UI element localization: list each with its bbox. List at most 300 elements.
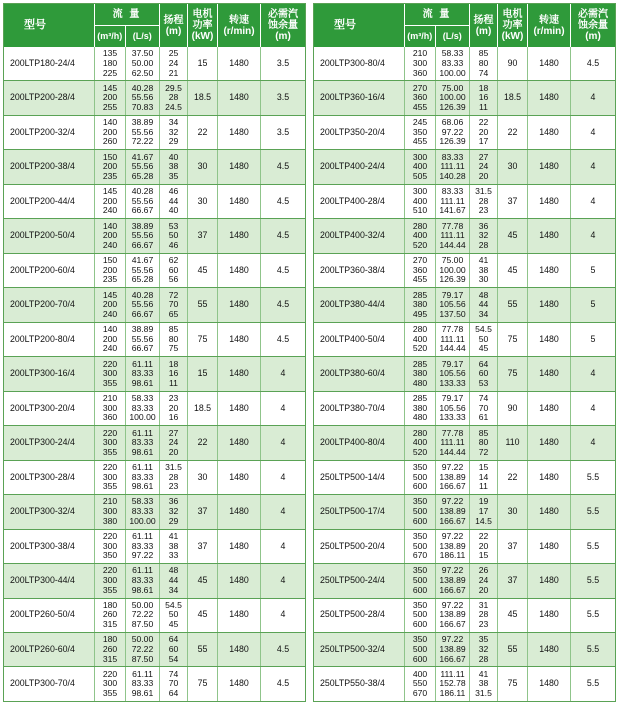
cell-speed-value: 1480 [539, 643, 559, 654]
cell-flow-ls-value: 98.61 [131, 446, 154, 457]
cell-head-value: 54 [168, 653, 179, 664]
cell-flow-ls-value: 58.33 [131, 393, 154, 404]
cell-power-value: 75 [507, 368, 518, 379]
table-row [4, 322, 305, 356]
cell-model [314, 185, 405, 218]
cell-speed [528, 288, 571, 321]
cell-speed-value: 1480 [229, 574, 249, 585]
cell-head [160, 116, 188, 149]
spec-table-left [3, 3, 306, 702]
cell-speed [218, 599, 261, 632]
cell-power [188, 323, 218, 356]
cell-flow-m3h [405, 495, 436, 528]
cell-flow-m3h [405, 150, 436, 183]
cell-head [470, 667, 498, 700]
cell-npsh [571, 254, 615, 287]
cell-npsh [571, 530, 615, 563]
cell-flow-ls-value: 55.56 [131, 92, 154, 103]
cell-head-value: 53 [168, 220, 179, 231]
cell-flow-m3h [405, 116, 436, 149]
header-power-line2: 功率 [192, 20, 213, 31]
cell-head-value: 61 [478, 412, 489, 423]
cell-flow-m3h [95, 564, 126, 597]
cell-flow-ls-value: 55.56 [131, 161, 154, 172]
cell-flow-ls-value: 83.33 [131, 368, 154, 379]
cell-flow-ls [126, 357, 160, 390]
cell-flow-m3h-value: 220 [102, 530, 118, 541]
cell-speed [218, 323, 261, 356]
cell-npsh [571, 185, 615, 218]
cell-head [160, 599, 188, 632]
cell-npsh [261, 599, 305, 632]
cell-flow-m3h [95, 667, 126, 700]
header-npsh-unit: (m) [275, 31, 291, 42]
header-power-line2: 功率 [502, 20, 523, 31]
cell-model [4, 288, 95, 321]
cell-model [314, 564, 405, 597]
cell-flow-m3h-value: 300 [102, 437, 118, 448]
cell-npsh [261, 47, 305, 80]
cell-head-value: 28 [168, 92, 179, 103]
cell-flow-ls-value: 41.67 [131, 151, 154, 162]
cell-npsh-value: 4 [590, 437, 596, 448]
cell-power-value: 22 [197, 126, 208, 137]
cell-speed [528, 323, 571, 356]
cell-head-value: 44 [168, 195, 179, 206]
cell-power [188, 392, 218, 425]
cell-flow-ls-value: 97.22 [441, 496, 464, 507]
cell-flow-m3h-value: 480 [412, 377, 428, 388]
cell-power [188, 633, 218, 666]
cell-flow-m3h [95, 47, 126, 80]
cell-flow-ls-value: 79.17 [441, 393, 464, 404]
header-flow-m3h: (m³/h) [95, 26, 126, 47]
cell-npsh-value: 4.5 [276, 230, 290, 241]
cell-model-value: 200LTP300-80/4 [320, 57, 385, 68]
cell-power [188, 185, 218, 218]
header-flow [95, 4, 160, 47]
cell-flow-m3h-value: 300 [102, 574, 118, 585]
cell-npsh-value: 5.5 [586, 609, 600, 620]
table-row [314, 598, 615, 632]
cell-npsh [571, 392, 615, 425]
header-flow-ls: (L/s) [442, 31, 462, 41]
cell-head [470, 47, 498, 80]
cell-power [188, 150, 218, 183]
cell-flow-m3h-value: 300 [102, 506, 118, 517]
cell-power [188, 116, 218, 149]
cell-flow-ls-value: 98.61 [131, 377, 154, 388]
cell-npsh [571, 357, 615, 390]
cell-model-value: 200LTP400-32/4 [320, 230, 385, 241]
cell-speed [218, 150, 261, 183]
cell-model-value: 200LTP200-32/4 [10, 126, 75, 137]
cell-head-value: 30 [478, 274, 489, 285]
cell-model-value: 200LTP300-24/4 [10, 437, 75, 448]
cell-head [160, 495, 188, 528]
cell-flow-ls-value: 111.11 [440, 195, 465, 206]
cell-speed-value: 1480 [229, 57, 249, 68]
cell-flow-ls [126, 667, 160, 700]
cell-flow-m3h [405, 323, 436, 356]
cell-flow-m3h-value: 355 [102, 377, 118, 388]
cell-speed [528, 81, 571, 114]
cell-model [4, 81, 95, 114]
header-npsh [261, 4, 305, 47]
cell-npsh [571, 564, 615, 597]
table-row [314, 80, 615, 114]
cell-model-value: 200LTP350-20/4 [320, 126, 385, 137]
cell-flow-m3h [405, 667, 436, 700]
cell-speed [528, 392, 571, 425]
cell-flow-ls-value: 83.33 [131, 506, 154, 517]
cell-flow-m3h-value: 520 [412, 343, 428, 354]
cell-npsh-value: 4 [280, 368, 286, 379]
cell-speed [528, 461, 571, 494]
cell-model-value: 200LTP400-80/4 [320, 437, 385, 448]
cell-flow-m3h [405, 185, 436, 218]
cell-flow-ls [436, 323, 470, 356]
cell-head-value: 20 [478, 126, 489, 137]
cell-npsh [571, 667, 615, 700]
cell-flow-m3h-value: 200 [102, 161, 118, 172]
cell-flow-ls-value: 105.56 [439, 402, 466, 413]
cell-flow-m3h-value: 350 [412, 126, 428, 137]
spec-table-right [313, 3, 616, 702]
cell-head [470, 323, 498, 356]
cell-flow-ls-value: 61.11 [132, 565, 153, 576]
cell-head-value: 60 [168, 264, 179, 275]
cell-power-value: 55 [197, 643, 208, 654]
table-row [4, 253, 305, 287]
cell-flow-ls [126, 288, 160, 321]
cell-npsh [261, 564, 305, 597]
cell-head [470, 357, 498, 390]
cell-head-value: 33 [168, 550, 179, 561]
cell-head-value: 80 [478, 57, 489, 68]
header-model-label: 型号 [334, 19, 356, 31]
cell-power [498, 185, 528, 218]
cell-model [4, 392, 95, 425]
cell-flow-m3h-value: 210 [102, 393, 118, 404]
cell-flow-m3h-value: 380 [412, 368, 428, 379]
cell-power-value: 37 [197, 230, 208, 241]
cell-npsh [261, 461, 305, 494]
cell-flow-ls-value: 37.50 [131, 48, 154, 59]
cell-speed [528, 357, 571, 390]
cell-flow-m3h-value: 200 [102, 195, 118, 206]
cell-flow-m3h-value: 225 [102, 67, 118, 78]
header-head-label: 扬程 [473, 14, 494, 26]
cell-head [470, 288, 498, 321]
cell-flow-ls-value: 111.11 [440, 437, 465, 448]
cell-model [314, 81, 405, 114]
header-model [4, 4, 95, 47]
cell-flow-ls [436, 426, 470, 459]
cell-flow-ls-value: 72.22 [131, 609, 154, 620]
cell-head-value: 56 [168, 274, 179, 285]
cell-head [160, 461, 188, 494]
cell-speed-value: 1480 [229, 333, 249, 344]
cell-flow-ls [436, 150, 470, 183]
cell-power [498, 323, 528, 356]
cell-head [470, 495, 498, 528]
table-row [4, 80, 305, 114]
cell-flow-ls-value: 68.06 [441, 117, 464, 128]
cell-flow-m3h [405, 357, 436, 390]
table-row [4, 529, 305, 563]
cell-flow-m3h-value: 270 [412, 255, 428, 266]
cell-npsh [261, 219, 305, 252]
cell-flow-ls-value: 166.67 [439, 584, 466, 595]
cell-flow-m3h-value: 255 [102, 102, 118, 112]
cell-flow-ls-value: 100.00 [439, 92, 466, 103]
cell-npsh [571, 116, 615, 149]
cell-head [160, 150, 188, 183]
cell-flow-m3h-value: 140 [102, 220, 118, 231]
cell-model [314, 426, 405, 459]
cell-flow-ls-value: 38.89 [131, 324, 154, 335]
cell-flow-ls [436, 599, 470, 632]
cell-head-value: 64 [478, 358, 489, 369]
cell-npsh-value: 4 [590, 368, 596, 379]
cell-head-value: 46 [168, 186, 179, 197]
cell-flow-ls-value: 41.67 [131, 255, 154, 266]
cell-flow-ls-value: 138.89 [439, 643, 466, 654]
table-row [314, 218, 615, 252]
table-row [4, 666, 305, 700]
header-npsh-unit: (m) [585, 31, 601, 42]
cell-npsh [261, 81, 305, 114]
cell-npsh-value: 4.5 [276, 299, 290, 310]
cell-head-value: 74 [478, 67, 489, 78]
cell-head [160, 254, 188, 287]
cell-head [160, 81, 188, 114]
cell-model [4, 495, 95, 528]
cell-flow-ls-value: 98.61 [131, 584, 154, 595]
cell-flow-ls [436, 495, 470, 528]
cell-model [4, 530, 95, 563]
cell-flow-ls-value: 55.56 [131, 126, 154, 137]
cell-flow-m3h-value: 400 [412, 230, 428, 241]
cell-flow-m3h-value: 400 [412, 161, 428, 172]
cell-npsh [261, 357, 305, 390]
cell-flow-m3h-value: 245 [412, 117, 428, 128]
cell-flow-ls [126, 392, 160, 425]
cell-speed-value: 1480 [539, 506, 559, 517]
cell-npsh-value: 4 [280, 402, 286, 413]
cell-model [4, 426, 95, 459]
cell-flow-ls-value: 83.33 [441, 57, 464, 68]
cell-flow-m3h-value: 300 [102, 471, 118, 482]
cell-power-value: 90 [507, 57, 518, 68]
cell-npsh [571, 288, 615, 321]
cell-power-value: 45 [507, 230, 518, 241]
cell-model-value: 200LTP300-28/4 [10, 471, 75, 482]
cell-flow-m3h-value: 600 [412, 584, 428, 595]
cell-flow-m3h-value: 300 [102, 540, 118, 551]
cell-flow-ls [436, 81, 470, 114]
cell-model [4, 461, 95, 494]
cell-flow-ls [436, 116, 470, 149]
cell-head [160, 667, 188, 700]
cell-flow-ls-value: 75.00 [441, 255, 464, 266]
cell-npsh-value: 4 [590, 195, 596, 206]
cell-model-value: 200LTP180-24/4 [10, 57, 75, 68]
cell-model [314, 495, 405, 528]
cell-flow-m3h-value: 220 [102, 668, 118, 679]
cell-flow-ls-value: 65.28 [131, 274, 154, 285]
cell-flow-ls [126, 150, 160, 183]
cell-head-value: 28 [478, 653, 489, 664]
cell-flow-ls-value: 83.33 [441, 186, 464, 197]
header-power-line1: 电机 [192, 9, 213, 20]
cell-flow-ls-value: 138.89 [439, 506, 466, 517]
cell-head [470, 81, 498, 114]
cell-head-value: 27 [168, 427, 179, 438]
cell-flow-m3h [405, 599, 436, 632]
cell-speed-value: 1480 [539, 264, 559, 275]
cell-flow-ls-value: 105.56 [439, 299, 466, 310]
cell-speed-value: 1480 [229, 678, 249, 689]
cell-flow-ls-value: 97.22 [441, 565, 464, 576]
cell-flow-ls [126, 633, 160, 666]
cell-flow-ls-value: 55.56 [131, 333, 154, 344]
cell-flow-ls-value: 152.78 [439, 678, 466, 689]
cell-flow-m3h-value: 280 [412, 220, 428, 231]
cell-model [4, 116, 95, 149]
cell-head-value: 20 [168, 446, 179, 457]
table-row [314, 322, 615, 356]
cell-flow-m3h-value: 135 [102, 48, 118, 59]
header-model-label: 型号 [24, 19, 46, 31]
cell-flow-ls-value: 66.67 [131, 239, 154, 250]
cell-head-value: 31 [478, 599, 489, 610]
cell-power [188, 426, 218, 459]
cell-power [498, 219, 528, 252]
cell-speed [528, 185, 571, 218]
cell-head-value: 31.5 [475, 687, 492, 698]
cell-speed [528, 564, 571, 597]
cell-flow-ls-value: 138.89 [439, 540, 466, 551]
table-row [4, 632, 305, 666]
cell-speed-value: 1480 [539, 437, 559, 448]
cell-flow-m3h [405, 564, 436, 597]
cell-power-value: 37 [507, 540, 518, 551]
cell-speed [218, 530, 261, 563]
cell-power [498, 633, 528, 666]
cell-flow-m3h [95, 530, 126, 563]
cell-speed [218, 288, 261, 321]
cell-flow-ls-value: 66.67 [131, 205, 154, 216]
cell-npsh-value: 5.5 [586, 506, 600, 517]
header-speed [528, 4, 571, 47]
cell-flow-ls-value: 126.39 [439, 102, 466, 112]
cell-head-value: 50 [478, 333, 489, 344]
cell-flow-m3h-value: 200 [102, 299, 118, 310]
cell-flow-m3h-value: 495 [412, 308, 428, 319]
cell-head-value: 14 [478, 471, 489, 482]
cell-flow-ls [436, 564, 470, 597]
cell-model-value: 200LTP360-16/4 [320, 92, 385, 103]
cell-head-value: 29 [168, 515, 179, 526]
cell-power [188, 667, 218, 700]
cell-head-value: 22 [478, 530, 489, 541]
cell-power-value: 55 [197, 299, 208, 310]
cell-flow-m3h-value: 350 [412, 530, 428, 541]
cell-flow-ls [126, 495, 160, 528]
cell-head [160, 47, 188, 80]
cell-speed-value: 1480 [229, 92, 249, 103]
cell-flow-ls-value: 97.22 [131, 550, 154, 561]
cell-model-value: 200LTP200-50/4 [10, 230, 75, 241]
cell-power-value: 15 [197, 368, 208, 379]
cell-flow-m3h-value: 505 [412, 170, 428, 181]
cell-power-value: 37 [197, 540, 208, 551]
cell-flow-m3h [405, 392, 436, 425]
cell-head [160, 185, 188, 218]
cell-head-value: 32 [168, 506, 179, 517]
cell-flow-m3h-value: 380 [412, 299, 428, 310]
cell-head-value: 60 [478, 368, 489, 379]
cell-flow-ls-value: 61.11 [132, 530, 153, 541]
cell-head-value: 11 [169, 377, 178, 388]
cell-speed-value: 1480 [539, 402, 559, 413]
cell-head-value: 24.5 [165, 102, 182, 112]
cell-npsh-value: 4 [590, 161, 596, 172]
cell-flow-ls-value: 140.28 [439, 170, 466, 181]
cell-head-value: 65 [168, 308, 179, 319]
cell-head-value: 36 [478, 220, 489, 231]
cell-flow-m3h-value: 455 [412, 274, 428, 285]
cell-flow-ls-value: 55.56 [131, 264, 154, 275]
table-row [4, 356, 305, 390]
table-body-left [4, 47, 305, 701]
cell-head-value: 75 [168, 343, 179, 354]
cell-speed-value: 1480 [539, 678, 559, 689]
cell-npsh-value: 4.5 [276, 161, 290, 172]
cell-flow-ls-value: 98.61 [131, 481, 154, 492]
cell-model [4, 219, 95, 252]
cell-head [470, 254, 498, 287]
cell-flow-m3h-value: 355 [102, 446, 118, 457]
cell-flow-m3h [95, 219, 126, 252]
cell-model-value: 250LTP500-32/4 [320, 643, 385, 654]
table-header [314, 4, 615, 47]
cell-speed [218, 461, 261, 494]
cell-flow-m3h-value: 500 [412, 643, 428, 654]
cell-model-value: 250LTP500-20/4 [320, 540, 385, 551]
cell-flow-m3h-value: 300 [102, 368, 118, 379]
cell-flow-m3h [95, 116, 126, 149]
cell-flow-m3h [95, 150, 126, 183]
cell-flow-m3h [95, 323, 126, 356]
cell-flow-m3h-value: 400 [412, 333, 428, 344]
cell-flow-ls [436, 47, 470, 80]
cell-power [498, 564, 528, 597]
cell-head-value: 17 [478, 136, 489, 147]
cell-flow-m3h-value: 360 [412, 67, 428, 78]
cell-flow-m3h-value: 240 [102, 308, 118, 319]
cell-flow-m3h [95, 495, 126, 528]
cell-npsh [571, 599, 615, 632]
cell-speed [528, 426, 571, 459]
cell-flow-m3h-value: 455 [412, 136, 428, 147]
cell-flow-ls-value: 66.67 [131, 343, 154, 354]
header-head [470, 4, 498, 47]
cell-flow-ls-value: 126.39 [439, 274, 466, 285]
cell-speed-value: 1480 [229, 609, 249, 620]
